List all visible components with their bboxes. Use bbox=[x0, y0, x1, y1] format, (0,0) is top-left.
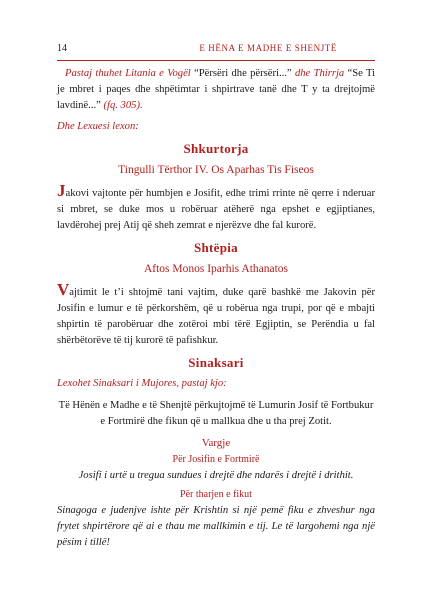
verse2-heading: Për tharjen e fikut bbox=[180, 489, 252, 500]
tone-heading-1: Tingulli Tërthor IV. Os Aparhas Tis Fiseos bbox=[118, 164, 314, 176]
page-content bbox=[57, 66, 375, 551]
section-heading-shtepia: Shtëpia bbox=[193, 240, 238, 255]
intro-page-ref: (fq. 305). bbox=[103, 100, 143, 111]
verse1-text: Josifi i urtë u tregua sundues i drejtë dhe ndarës i drejtë i drithit. bbox=[78, 470, 354, 481]
section-heading-sinaksari: Sinaksari bbox=[188, 355, 244, 370]
intro-rubric-2: dhe Thirrja bbox=[294, 68, 345, 79]
intro-text-2: “Se Ti je mbret i paqes dhe shpëtimtar i shpirtrave tanë dhe T y ta drejtojmë lavdinë...” bbox=[57, 68, 376, 111]
intro-text-1: “Përsëri dhe përsëri...” bbox=[190, 68, 295, 79]
running-title: E HËNA E MADHE E SHENJTË bbox=[199, 43, 337, 53]
header-rule bbox=[57, 60, 375, 61]
intro-paragraph bbox=[57, 66, 375, 114]
page-header bbox=[57, 43, 375, 57]
hymn-oikos-text: ajtimit le t’i shtojmë tani vajtim, duke qarë bashkë me Jakovin për Josifin e lumur e të përkorshëm, që u robërua nga trupi, por që e mbajti shpirtin të parobëruar dhe zotëroi mbi tërë Egjiptin, se Perëndia u fal shërbëtorëve të tij kurorë të pafishkur. bbox=[57, 287, 375, 346]
sinaksari-text: Të Hënën e Madhe e të Shenjtë përkujtojmë të Lumurin Josif të Fortbukur e Fortmirë dhe fikun që u mallkua dhe u tha prej Zotit. bbox=[58, 400, 374, 427]
reader-rubric: Dhe Lexuesi lexon: bbox=[57, 121, 139, 132]
tone-heading-2: Aftos Monos Iparhis Athanatos bbox=[143, 263, 289, 275]
dropcap-v: V bbox=[57, 280, 70, 299]
hymn-kontakion-text: akovi vajtonte për humbjen e Josifit, edhe trimi rrinte në qerre i nderuar si mbret, se duke mos u robëruar atëherë nga epshet e egjiptianes, lavdërohej prej Atij që sheh zemrat e njerëzve dhe fal kurorë. bbox=[57, 188, 375, 231]
sinaksari-rubric: Lexohet Sinaksari i Mujores, pastaj kjo: bbox=[57, 378, 227, 389]
section-heading-shkurtorja: Shkurtorja bbox=[183, 141, 249, 156]
intro-rubric-1: Pastaj thuhet Litania e Vogël bbox=[65, 68, 191, 79]
vargje-heading: Vargje bbox=[201, 437, 231, 449]
page-number: 14 bbox=[57, 43, 67, 54]
hymn-oikos bbox=[57, 280, 375, 349]
verse2-text: Sinagoga e judenjve ishte për Krishtin si një pemë fiku e zhveshur nga frytet shpirtërore që ai e thau me mallkimin e tij. Le të largohemi nga një pësim i tillë! bbox=[57, 505, 375, 548]
verse1-heading: Për Josifin e Fortmirë bbox=[172, 454, 260, 465]
dropcap-j: J bbox=[57, 181, 66, 200]
hymn-kontakion bbox=[57, 181, 375, 234]
